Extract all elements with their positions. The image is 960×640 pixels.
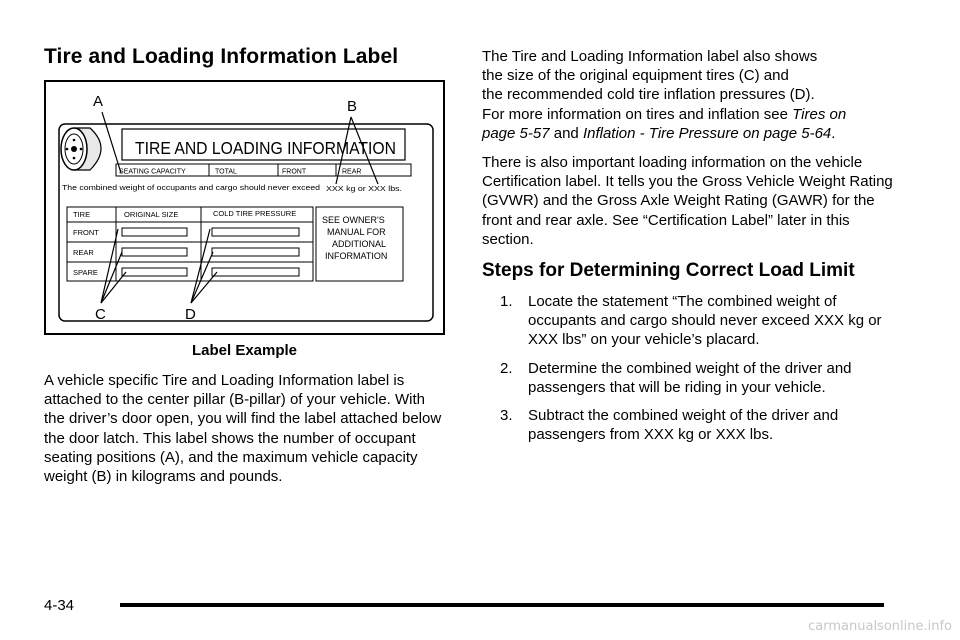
callout-c: C xyxy=(95,306,106,323)
note-line-4: INFORMATION xyxy=(325,251,388,261)
load-limit-steps xyxy=(482,292,902,444)
tires-xref-page-link[interactable]: page 5-57 xyxy=(482,124,550,142)
front-row-label: FRONT xyxy=(73,228,99,237)
note-line-2: MANUAL FOR xyxy=(327,227,386,237)
para1-line-4-text: For more information on tires and inflation see xyxy=(482,105,793,123)
label-title: TIRE AND LOADING INFORMATION xyxy=(135,138,396,158)
tires-xref-link[interactable]: Tires on xyxy=(792,105,847,123)
callout-b: B xyxy=(347,98,358,115)
original-size-col-header: ORIGINAL SIZE xyxy=(124,210,179,219)
step-text: Locate the statement “The combined weight of occupants and cargo should never exceed XXX kg or XXX lbs” on your vehicle’s placard. xyxy=(528,293,882,349)
inflation-xref-link[interactable]: Inflation - Tire Pressure on page 5-64 xyxy=(582,124,832,142)
step-1 xyxy=(500,292,902,350)
step-2 xyxy=(500,359,902,397)
callout-d: D xyxy=(185,306,196,323)
figure-caption: Label Example xyxy=(191,342,298,359)
note-line-1: SEE OWNER'S xyxy=(322,215,385,225)
tire-loading-label-illustration xyxy=(46,82,443,333)
step-text: Subtract the combined weight of the driver and passengers from XXX kg or XXX lbs. xyxy=(528,407,839,444)
para1-line-1: The Tire and Loading Information label also shows xyxy=(482,48,818,65)
label-example-figure xyxy=(44,80,445,335)
total-label: TOTAL xyxy=(215,168,237,176)
cold-tire-pressure-col-header: COLD TIRE PRESSURE xyxy=(213,209,297,218)
watermark: carmanualsonline.info xyxy=(808,619,952,634)
step-number: 2. xyxy=(500,359,513,377)
step-3 xyxy=(500,406,902,444)
note-line-3: ADDITIONAL xyxy=(332,239,387,249)
page-number: 4-34 xyxy=(44,597,75,614)
certification-paragraph: There is also important loading information on the vehicle Certification label. It tells you the Gross Vehicle Weight Rating (GVWR) and the Gross Axle Weight Rating (GAWR) for the front and rear axle. See “Certification Label” later in this section. xyxy=(482,154,893,248)
para1-line-3: the recommended cold tire inflation pressures (D). xyxy=(482,86,815,104)
right-column xyxy=(482,47,902,453)
para1-line-2: the size of the original equipment tires (C) and xyxy=(482,67,789,85)
step-number: 1. xyxy=(500,293,513,311)
rear-capacity-label: REAR xyxy=(342,168,362,176)
step-number: 3. xyxy=(500,407,513,425)
callout-a: A xyxy=(93,93,104,110)
tire-icon xyxy=(61,128,101,170)
para1-line-5 xyxy=(482,124,902,143)
front-capacity-label: FRONT xyxy=(282,168,307,176)
load-limit-subheading: Steps for Determining Correct Load Limit xyxy=(482,260,855,282)
step-text: Determine the combined weight of the driver and passengers that will be riding in your vehicle. xyxy=(528,359,852,396)
label-description-paragraph: A vehicle specific Tire and Loading Information label is attached to the center pillar (B-pillar) of your vehicle. With the driver’s door open, you will find the label attached below the door latch. This label shows the number of occupant seating positions (A), and the maximum vehicle capacity weight (B) in kilograms and pounds. xyxy=(44,372,442,486)
tire-col-header: TIRE xyxy=(73,210,91,219)
section-title: Tire and Loading Information Label xyxy=(44,45,399,68)
para1-line-4 xyxy=(482,105,902,124)
weight-value: XXX kg or XXX lbs. xyxy=(326,184,402,193)
para1-end: . xyxy=(831,124,836,142)
combined-weight-statement: The combined weight of occupants and cargo should never exceed xyxy=(62,183,320,192)
spare-row-label: SPARE xyxy=(73,268,98,277)
para1-between: and xyxy=(549,124,583,142)
seating-capacity-label: SEATING CAPACITY xyxy=(119,168,186,176)
footer-rule xyxy=(120,603,884,607)
tire-table xyxy=(67,207,313,281)
rear-row-label: REAR xyxy=(73,248,94,257)
